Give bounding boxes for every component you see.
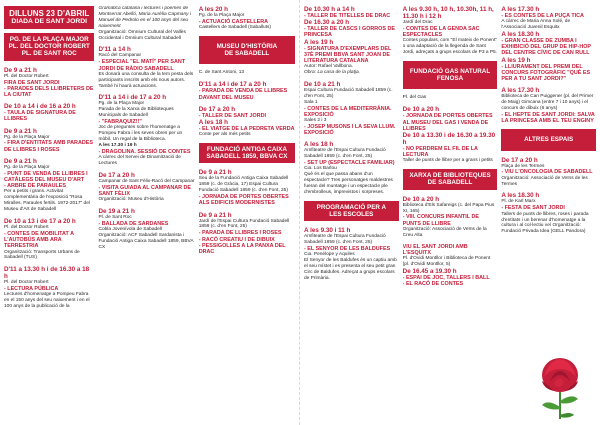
- section-header-line: DE SABADELL: [427, 179, 473, 187]
- event-detail: Per a petits i grans. Activitat complementària de l'exposició "Rosa Miralles. Paraules fertils. 1972-2017" del Museu d'Art de Sabadell: [4, 189, 90, 213]
- event-entry: [199, 212, 295, 256]
- section-header: [4, 33, 94, 61]
- section-header-line: LES ESCOLES: [329, 211, 374, 219]
- event-title: - EL HEPTE DE SANT JORDI: SALVA LA PRINCESA AMB EL TEU ENGINY: [501, 111, 595, 125]
- event-entry: [4, 128, 94, 153]
- event-title: - PUNT DE VENDA DE LLIBRES I CATÀLEGS DEL MUSEU D'ART: [4, 170, 88, 183]
- event-title: - VIU L'ONCOLOGIA DE SABADELL: [501, 169, 593, 176]
- event-title: - ESPECIAL "EL MATÍ" PER SANT JORDI DE RÀDIO SABADELL: [98, 59, 186, 72]
- event-time: De 10 a 13.30 i de 16.30 a 19.30 h: [402, 131, 496, 146]
- event-title: - TALLER DE TITELLES DE DRAC: [304, 13, 391, 19]
- event-time: De 9 a 21 h: [198, 211, 232, 219]
- section-header: [501, 129, 596, 150]
- section-header-line: MUSEU D'HISTÒRIA: [216, 43, 278, 51]
- event-title: - LLIURAMENT DEL PREMI DEL CONCURS FOTOGRÀFIC "QUÈ ES PER A TU SANT JORDI?": [501, 63, 591, 83]
- event-time: De 9 a 21 h: [4, 66, 37, 74]
- section-header-line: DE SABADELL: [224, 50, 270, 58]
- event-title: - JOSEP MUSONS I LA SEVA LLUM. EXPOSICIÓ: [304, 124, 396, 137]
- event-title: - TAULA DE SIGNATURA DE LLIBRES: [4, 110, 76, 123]
- event-entry: [98, 94, 194, 167]
- event-title: - GRAN CLASSE DE ZUMBA I EXHIBICIÓ DEL GRUP DE HIP-HOP DEL CENTRE CÍVIC DE CAN RULL: [501, 38, 591, 57]
- event-entry: [304, 6, 399, 76]
- event-time: De 10 a 14 i de 16 a 20 h: [4, 103, 76, 111]
- event-detail: Pl. del Doctor Robert: [4, 280, 49, 286]
- event-entry: [4, 158, 94, 213]
- event-detail: Pl. del Doctor Robert: [4, 73, 49, 79]
- event-detail: Jardí de l'Espai Cultura Fundació Sabadell 1859 (c. d'en Font, 25): [198, 218, 290, 230]
- event-title: - "FABRAQUIZ!!": [98, 119, 142, 126]
- event-entry: [4, 67, 94, 99]
- event-entry: [501, 87, 596, 124]
- event-time: De 10 a 20 h: [402, 195, 440, 203]
- event-title: - CONTES DE LA GENDA SAC ESPECTACLES: [402, 25, 480, 39]
- event-title: - JORNADA DE PORTES OBERTES ALS EDIFICIS MODERNISTES: [198, 194, 289, 207]
- event-detail: Amfiteatre de l'Espai Cultura Fundació Sabadell 1859 (c. d'en Font, 25): [304, 148, 386, 160]
- event-time: A les 18 h: [198, 118, 228, 126]
- event-detail: Biblioteca de Can Puiggener (pl. del Primer de Maig) Gimcana (entre 7 i 10 anys) i el concurs de dibuix (6 anys): [501, 94, 594, 112]
- event-title: - EL RACÓ DE CONTES: [402, 281, 464, 288]
- event-entry: [199, 81, 295, 100]
- event-detail: Campanar de Sant Fèlix-Racó del Campanar: [98, 179, 195, 185]
- event-time: A les 19 h: [501, 56, 531, 64]
- column-4: [304, 6, 399, 425]
- event-detail: Cobla Jovenívola de Sabadell: [98, 227, 162, 233]
- page-title-line2: DIADA DE SANT JORDI: [11, 18, 88, 25]
- event-detail: Què és el que passa abans d'un espectacle? Tres personatges maldestres fueran del muntatge i un espectacle ple d'embrolleus, imprevistos i sorpreses.: [304, 172, 393, 196]
- event-detail: Organització: Òmnium Cultural del Vallès Occidental i Òmnium Cultural Sabadell: [98, 29, 186, 41]
- event-time: De 10.30 h a 14 h: [304, 6, 355, 13]
- event-detail: Parada de la Xarxa de Biblioteques Municipals de Sabadell: [98, 107, 174, 119]
- event-title: - PARADES DELS LLIBRETERS DE LA CIUTAT: [4, 85, 94, 98]
- event-time: De 17 a 20 h: [98, 172, 135, 180]
- section-header-line: XARXA DE BIBLIOTEQUES: [409, 172, 491, 180]
- event-title: - FIRA D'ENTITATS AMB PARADES DE LLIBRES I ROSES: [4, 140, 93, 153]
- event-detail: Pl. del Gas: [402, 95, 427, 101]
- event-detail: Biblioteca d'Els Safareigs (c. del Papa Pius XI, 165): [402, 202, 495, 214]
- event-detail: Tallers de punts de llibres, roses i parada d'entitats i un berenar d'homenatge a la cultura i al col·lectiu veí Organització: Fundació Privada Idea (GELL Pandora): [501, 211, 589, 235]
- event-title: - ESPAI DE JOC, TALLERS I BALL: [402, 274, 490, 281]
- event-title: - PARADA DE VENDA DE LLIBRES DAVANT DEL MUSEU: [198, 88, 288, 101]
- event-title: - JORNADA DE PORTES OBERTES AL MUSEU DEL GAS I VENDA DE LLIBRES: [402, 113, 493, 132]
- event-time: A les 9.30 h, 10 h, 10.30h, 11 h, 11.30 h i 12 h: [402, 6, 494, 20]
- event-detail: Contes populars, com "El mateix de Ponent" o una adaptació de la llegenda de Sant Jordi, adreçats a grups escolars de P3 a P5.: [402, 38, 498, 56]
- event-detail: Organització: Museu d'Història: [98, 197, 164, 203]
- event-entry: [501, 192, 596, 235]
- event-detail: Pg. de la Plaça Major: [98, 101, 145, 107]
- event-entry: [501, 6, 596, 82]
- event-detail: Taller de punts de llibre per a grans i petits: [402, 158, 493, 164]
- section-header-line: FUNDACIÓ ANTIGA CAIXA: [206, 146, 287, 154]
- section-header-line: FUNDACIÓ GAS NATURAL: [409, 68, 491, 76]
- event-detail: A càrrec de Maria Anna Solé, de l'Associació Juvenil Esquitx: [501, 19, 571, 31]
- event-entry: [403, 6, 498, 56]
- event-title: - ARBRE DE PARAULES: [4, 183, 66, 190]
- event-detail: Sala 1: [304, 99, 318, 105]
- event-time: De 17 a 20 h: [501, 156, 538, 164]
- event-title: - RACÓ CREATIU I DE DIBUIX: [198, 236, 275, 243]
- event-detail: Pg. de la Plaça Major: [4, 164, 50, 170]
- event-title: - FESTA DE SANT JORDI: [501, 205, 565, 212]
- column-1-content: [4, 33, 94, 310]
- event-detail: C. de Sant Antoni, 13: [198, 70, 245, 76]
- event-time: A les 17.30 h: [501, 6, 540, 13]
- event-time: De 10 a 21 h: [304, 81, 341, 89]
- event-entry: [199, 6, 295, 31]
- event-entry: [98, 6, 194, 41]
- event-detail: Plaça de les Termes: [501, 163, 545, 169]
- section-header: [304, 201, 399, 221]
- event-detail: Pl. de Sant Roc: [98, 215, 132, 221]
- event-entry: [98, 172, 194, 203]
- event-detail: Pg. de la Plaça Major: [198, 13, 245, 18]
- event-entry: [304, 81, 399, 136]
- event-detail: Amfiteatre de l'Espai Cultura Fundació Sabadell 1859 (c. d'en Font, 25): [304, 234, 386, 246]
- column-3: [199, 6, 295, 425]
- event-detail: Racó del Campanar: [98, 53, 142, 59]
- event-title: FIRA DE SANT JORDI: [4, 79, 60, 86]
- event-entry: [4, 103, 94, 122]
- event-time: A les 17.30 h: [501, 87, 540, 95]
- event-entry: [403, 106, 498, 164]
- event-detail: Lectures d'homenatge a Pompeu Fabra en el 150 anys del seu naixement i en el 100 anys de la publicació de la: [4, 292, 90, 310]
- event-time: De 9 a 21 h: [4, 127, 37, 135]
- section-header-line: PG. DE LA PLAÇA MAJOR: [9, 36, 89, 43]
- event-entry: [403, 244, 498, 288]
- event-detail: Seu de la Fundació Antiga Caixa Sabadell 1859 (c. de Gràcia, 17) Espai Cultura Fundació Sabadell 1859 (c. d'en Font, 25): [198, 176, 289, 194]
- rose-icon: [528, 353, 592, 421]
- event-entry: [199, 106, 295, 138]
- event-entry: [304, 227, 399, 282]
- event-title: - SIGNATURA D'EXEMPLARS DEL 37È PREMI BBVA SANT JOAN DE LITERATURA CATALANA: [304, 45, 392, 65]
- event-time: A les 20 h: [198, 6, 228, 13]
- event-detail: Conte per als més petits: [198, 132, 251, 138]
- event-detail: Autor: Rafael Vallbona.: [304, 64, 353, 70]
- event-entry: [304, 141, 399, 196]
- event-entry: [199, 70, 295, 76]
- section-header: [199, 36, 295, 64]
- event-time: D'11 a 14 h: [98, 46, 131, 54]
- section-header-line: SABADELL 1859, BBVA CX: [206, 153, 288, 161]
- event-detail: Cia. Los Barlou: [304, 166, 337, 172]
- section-header: [403, 61, 498, 89]
- page-title-line1: DILLUNS 23 D'ABRIL: [9, 9, 90, 18]
- event-detail: El Senyor de les Baldufes és un captiu amb el seu místet i es presenta el seu petit gran Circ de Baldufes. Adreçat a grups escolars de Primària.: [304, 258, 397, 282]
- event-entry: [4, 266, 94, 310]
- section-header: [403, 169, 498, 189]
- event-title: - PARADA DE LLIBRES I ROSES: [198, 230, 282, 237]
- event-time: De 16.30 a 20 h: [304, 19, 350, 27]
- section-header-line: FENOSA: [436, 75, 464, 83]
- event-title: - PESSIGOLLES A LA PANXA DEL DRAC: [198, 242, 286, 255]
- event-entry: [199, 169, 295, 206]
- event-time: De 9 a 21 h: [198, 169, 232, 177]
- event-title: - TALLER DE CASCS I GORROS DE PRINCESA: [304, 26, 395, 39]
- page-title: [4, 6, 94, 29]
- section-header-line: ALTRES ESPAIS: [524, 136, 574, 144]
- event-title: - ES CONTES DE LA PUÇA TICA: [501, 13, 584, 19]
- event-entry: [501, 157, 596, 188]
- event-title: VIU EL SANT JORDI AMB L'ESQUITX: [402, 243, 468, 256]
- event-title: - VISITA GUIADA AL CAMPANAR DE SANT FÈLIX: [98, 184, 192, 198]
- event-time: D'11 a 14 i de 17 a 20 h: [98, 94, 167, 102]
- event-time: A les 18.30 h: [501, 192, 540, 200]
- event-detail: Cia. Penélope y Aquiles: [304, 252, 355, 258]
- event-time: De 17 a 20 h: [198, 105, 236, 113]
- event-detail: Organització: ACF Sabadell Sardanista i Fundació Antiga Caixa Sabadell 1859, BBVA CX: [98, 233, 194, 251]
- event-title: - TALLER DE SANT JORDI: [198, 112, 267, 119]
- event-time: De 10 a 20 h: [402, 106, 440, 114]
- event-detail: Es donarà una consulta de la tem pesta dels participants inscrits amb els nous autors. També hi haurà actuacions.: [98, 71, 194, 89]
- event-detail: Espai Cultura Fundació Sabadell 1859 (c. d'en Font, 25): [304, 88, 393, 99]
- event-detail: Pl. de Karl Marx: [501, 199, 536, 205]
- event-title: - EL SENYOR DE LES BALDUFES: [304, 246, 391, 253]
- event-entry: [98, 208, 194, 251]
- event-entry: [403, 196, 498, 239]
- event-time: A les 19 h: [304, 38, 334, 46]
- right-page: [300, 0, 600, 425]
- event-title: - CONTES DE LA MEDITERRÀNIA. EXPOSICIÓ: [304, 105, 392, 118]
- event-time: D'11 a 14 i de 17 a 20 h: [198, 81, 267, 89]
- event-time: De 10 a 13 i de 17 a 20 h: [4, 217, 76, 225]
- event-entry: [98, 46, 194, 89]
- event-detail: A les 17.30 i 19 h: [98, 143, 137, 149]
- event-title: - EL VIATGE DE LA PEDRETA VERDA: [198, 125, 295, 132]
- event-detail: A càrrec del Servei de Dinamització de Lectures: [98, 155, 181, 167]
- event-time: De 19 a 21 h: [98, 208, 135, 216]
- event-title: - LECTURA PÚBLICA: [4, 286, 59, 293]
- event-detail: Pl. d'Ovidi Montllor i Biblioteca de Ponent (pl. d'Ovidi Montllor, 5): [402, 256, 491, 268]
- event-detail: Obra: La casa de la platja.: [304, 70, 360, 76]
- section-header-line: PL. DEL DOCTOR ROBERT: [8, 43, 90, 51]
- event-detail: Castellers de Sabadell (Saballuts): [198, 25, 272, 31]
- section-header-line: PL. DE SANT ROC: [21, 50, 77, 58]
- event-detail: Sales 2 i 3: [304, 118, 327, 124]
- event-detail: Pl. del Doctor Robert: [4, 224, 49, 230]
- event-title: - VIII. CONCURS INFANTIL DE PUNTS DE LLIBRE: [402, 214, 479, 227]
- event-time: De 9 a 21 h: [4, 157, 37, 165]
- event-title: - SET UP (ESPECTACLE FAMILIAR): [304, 160, 395, 167]
- section-header: [199, 143, 295, 163]
- event-time: D'11 a 13.30 h i de 16.30 a 18 h: [4, 266, 90, 281]
- event-detail: Jardí del Drac: [402, 20, 433, 25]
- event-entry: [403, 95, 498, 101]
- event-detail: Gramàtica catalana i lectures i poemes de Montserrat Abelló, Maria Aurèlia Capmany i Manuel de Pedrolo en el 100 anys del seu naixement: [98, 6, 191, 29]
- event-detail: Joc de preguntes sobre l'homenatge a Pompeu Fabra i les seves obres per un mòbil. Un regal de la Biblioteca.: [98, 125, 183, 143]
- event-title: - ACTUACIÓ CASTELLERA: [198, 18, 269, 25]
- event-time: A les 18.30 h: [501, 31, 540, 39]
- event-time: De 16.45 a 19.30 h: [402, 267, 457, 275]
- event-time: A les 9.30 i 11 h: [304, 227, 351, 235]
- event-detail: Organització: Associació de Veïns de la Creu Alta: [402, 226, 487, 238]
- event-detail: Organització: Associació de Veïns de les Termes: [501, 175, 588, 187]
- column-5: [403, 6, 498, 425]
- event-title: - NO PERDREM EL FIL DE LA LECTURA: [402, 145, 478, 159]
- event-detail: Pg. de la Plaça Major: [4, 134, 50, 140]
- event-entry: [4, 218, 94, 261]
- column-2: [98, 6, 194, 425]
- event-detail: Organització: Transports Urbans de Sabadell (TUS): [4, 249, 80, 261]
- column-1: [4, 6, 94, 425]
- section-header-line: PROGRAMACIÓ PER A: [316, 204, 387, 212]
- event-time: A les 18 h: [304, 141, 334, 149]
- event-title: - BALLADA DE SARDANES: [98, 221, 169, 228]
- event-title: - DRAGOLINA. SESSIÓ DE CONTES: [98, 149, 191, 156]
- event-title: - CONTES DE MOBILITAT A L'AUTOBÚS AMB ARA TERRESTRIA: [4, 230, 74, 250]
